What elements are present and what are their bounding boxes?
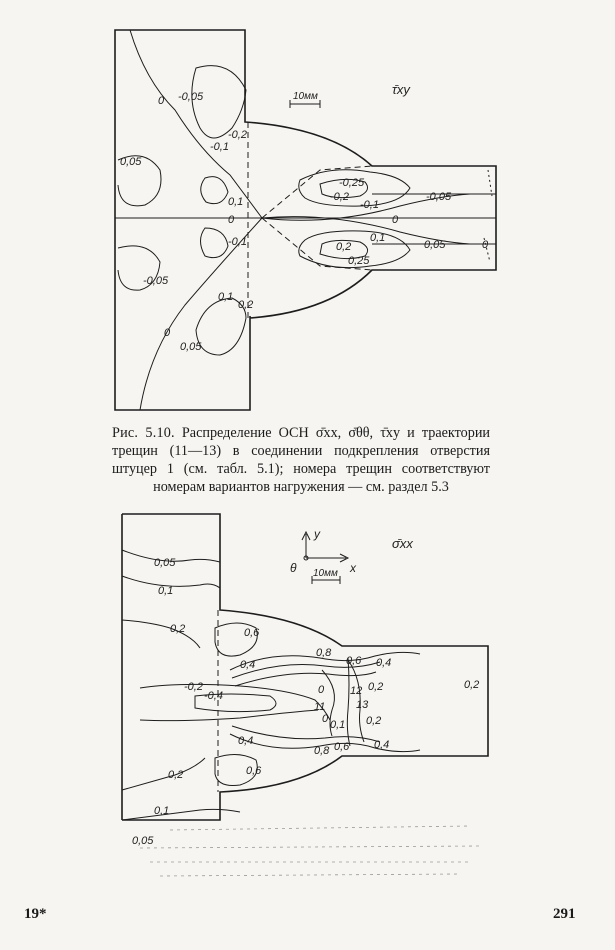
contour-label: 0 <box>228 214 235 226</box>
contour-label: 0 <box>322 713 329 725</box>
contour-label: -0,1 <box>210 141 229 153</box>
figure-sigma-xx-drawing <box>0 510 615 900</box>
figure-caption-text: Распределение ОСН σ̄xx, σ̄θθ, τ̄xy и траектории трещин (11—13) в соединении подкрепления отверстия штуцер 1 (см. табл. 5.1); номера трещин соответствуют номерам вариантов нагружения — см. раздел 5.3 <box>112 425 491 495</box>
contour-label: -0,1 <box>228 236 247 248</box>
contour-label: 0,05 <box>154 557 176 569</box>
x-axis-arrow <box>306 554 348 562</box>
contour-label: 0,1 <box>370 232 386 244</box>
contour-label: 0,2 <box>366 715 382 727</box>
contour-label: -0,2 <box>330 191 349 203</box>
y-axis-arrow <box>302 532 310 558</box>
contour-label: 0 <box>318 684 325 696</box>
scan-noise <box>140 826 480 876</box>
contour-label: 0,2 <box>238 299 254 311</box>
figure-tau-xy <box>0 0 615 420</box>
contour-label: 0,2 <box>368 681 384 693</box>
contour-label: -0,4 <box>204 690 223 702</box>
contour-label: -0,05 <box>143 275 169 287</box>
contour-label: 0,8 <box>314 745 330 757</box>
contour-label: -0,2 <box>228 129 247 141</box>
contour-label: 0,05 <box>180 341 202 353</box>
contour-label: 11 <box>314 701 326 713</box>
contour-label: -0,2 <box>184 681 203 693</box>
contour-label: 0,4 <box>374 739 390 751</box>
contour-label: 0,6 <box>246 765 262 777</box>
contour-label: 0,2 <box>170 623 186 635</box>
contour-label: 0 <box>158 95 165 107</box>
contour-label: 0,6 <box>346 655 362 667</box>
figure-tau-xy-drawing <box>0 0 615 420</box>
figure-caption-label: Рис. 5.10. <box>112 425 175 441</box>
contour-label: 12 <box>350 685 363 697</box>
contour-label: 0,05 <box>424 239 446 251</box>
contour-label: 0,05 <box>132 835 154 847</box>
contour-label: -0,05 <box>426 191 452 203</box>
contour-label: 0 <box>164 327 171 339</box>
signature-mark: 19* <box>24 906 47 922</box>
contour-label: 0,1 <box>154 805 170 817</box>
figure-title-label: σ̄xx <box>392 536 413 551</box>
figure-sigma-xx <box>0 510 615 900</box>
contour-label: -0,1 <box>360 199 379 211</box>
contour-label: 0,05 <box>120 156 142 168</box>
contour-label: 0,2 <box>336 241 352 253</box>
page-number: 291 <box>553 906 576 922</box>
contour-label: 0,4 <box>376 657 392 669</box>
contour-label: -0,05 <box>178 91 204 103</box>
contour-label: 0,1 <box>218 291 234 303</box>
contour-label: 0,1 <box>158 585 174 597</box>
contour-label: 0 <box>482 239 489 251</box>
figure-title-label: τ̄xy <box>392 82 410 97</box>
contour-label: 0,25 <box>348 255 370 267</box>
contour-label: 13 <box>356 699 369 711</box>
contour-label: 0,6 <box>244 627 260 639</box>
figure-caption <box>112 424 490 496</box>
contour-label: 0,4 <box>240 659 256 671</box>
contour-label: 0,6 <box>334 741 350 753</box>
scale-label: 10мм <box>313 568 338 579</box>
contour-label: 0,1 <box>330 719 346 731</box>
contour-label: 0,1 <box>228 196 244 208</box>
contour-label: 0,2 <box>168 769 184 781</box>
axis-y-label: y <box>314 527 320 541</box>
axis-theta-label: θ <box>290 561 297 575</box>
axis-x-label: x <box>350 561 356 575</box>
contour-label: 0,4 <box>238 735 254 747</box>
contour-label: -0,25 <box>339 177 365 189</box>
contour-label: 0,2 <box>464 679 480 691</box>
contour-label: 0 <box>392 214 399 226</box>
scale-label: 10мм <box>293 91 318 102</box>
contour-label: 0,8 <box>316 647 332 659</box>
